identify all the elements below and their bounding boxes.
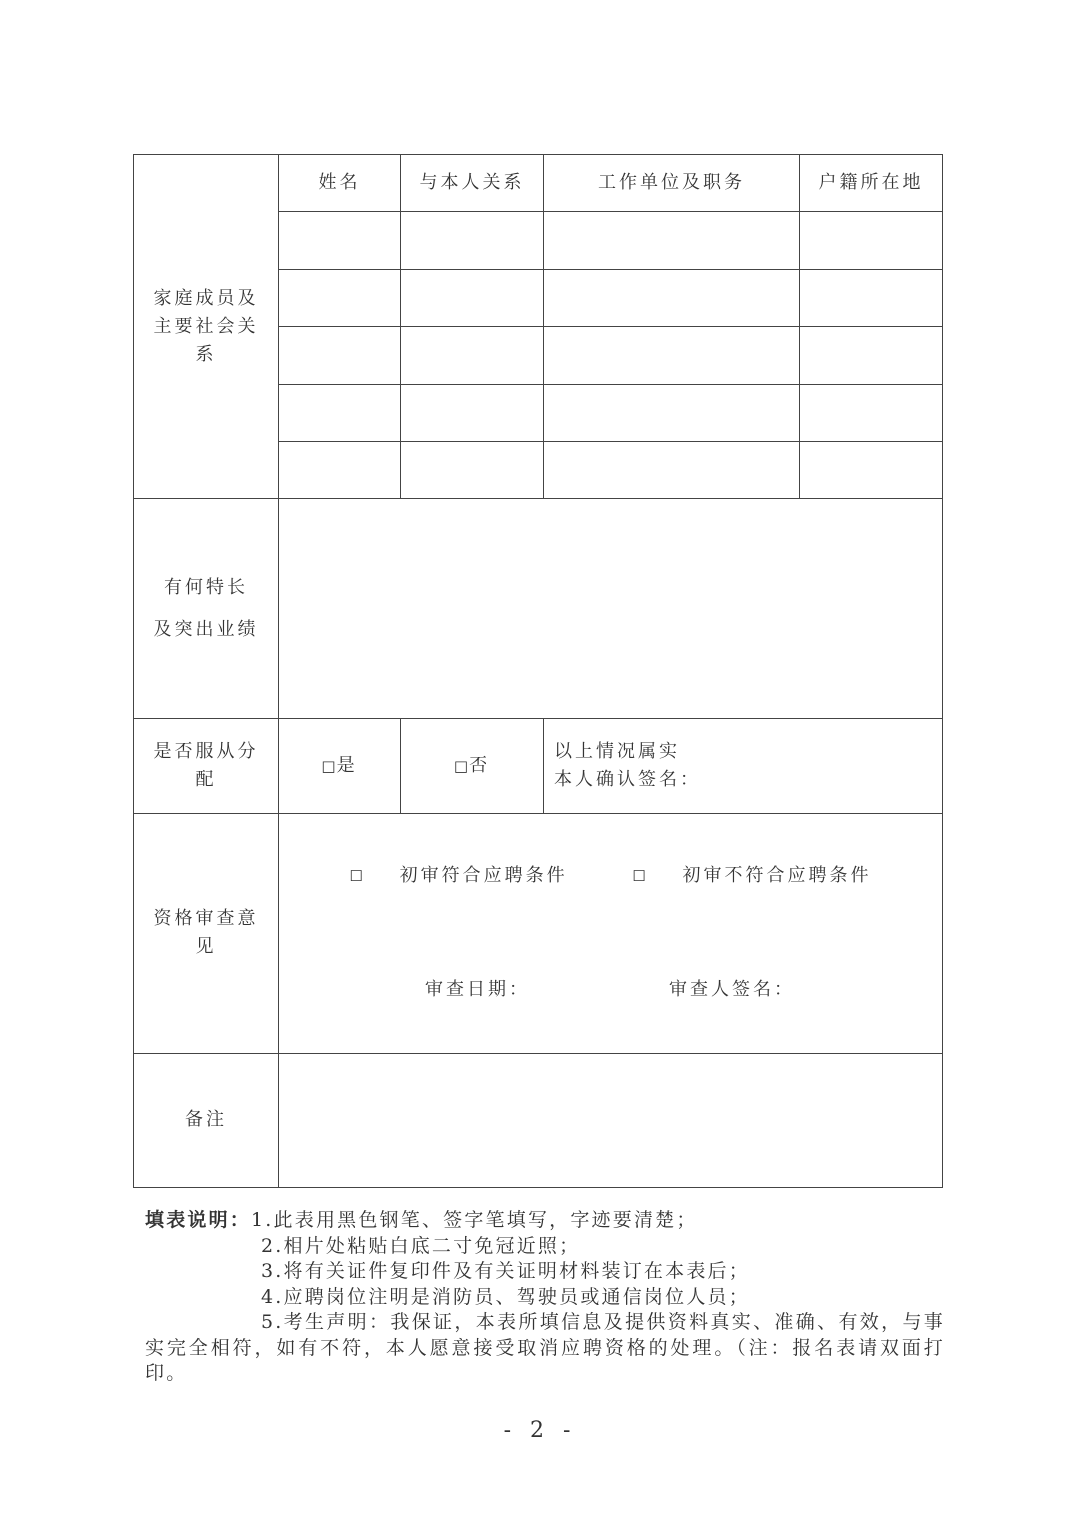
checkbox-icon[interactable]: □ xyxy=(321,757,336,776)
family-registration-cell[interactable] xyxy=(800,212,943,270)
form-instructions xyxy=(145,1208,945,1387)
assignment-no-option[interactable] xyxy=(401,719,544,813)
family-name-cell[interactable] xyxy=(279,212,401,270)
family-workplace-cell[interactable] xyxy=(544,270,800,327)
review-fail-label: 初审不符合应聘条件 xyxy=(682,864,872,886)
instruction-item-5: 5.考生声明：我保证，本表所填信息及提供资料真实、准确、有效，与事实完全相符，如有不符，本人愿意接受取消应聘资格的处理。（注：报名表请双面打印。 xyxy=(145,1311,945,1384)
family-relationship-cell[interactable] xyxy=(401,327,544,385)
qualification-review-label: 资格审查意见 xyxy=(134,813,279,1053)
family-name-cell[interactable] xyxy=(279,385,401,442)
assignment-yes-label: 是 xyxy=(336,755,358,777)
family-relationship-cell[interactable] xyxy=(401,270,544,327)
family-workplace-cell[interactable] xyxy=(544,385,800,442)
family-workplace-cell[interactable] xyxy=(544,212,800,270)
header-relationship: 与本人关系 xyxy=(401,155,544,212)
family-registration-cell[interactable] xyxy=(800,442,943,499)
family-name-cell[interactable] xyxy=(279,270,401,327)
specialty-label-line1: 有何特长 xyxy=(164,576,248,598)
registration-form-table xyxy=(133,154,943,1188)
family-relationship-cell[interactable] xyxy=(401,385,544,442)
review-pass-label: 初审符合应聘条件 xyxy=(399,864,568,886)
instruction-item-2: 2.相片处粘贴白底二寸免冠近照； xyxy=(261,1234,581,1257)
remarks-input-area[interactable] xyxy=(279,1053,943,1187)
family-name-cell[interactable] xyxy=(279,327,401,385)
remarks-label: 备注 xyxy=(134,1053,279,1187)
family-workplace-cell[interactable] xyxy=(544,327,800,385)
header-name: 姓名 xyxy=(279,155,401,212)
family-name-cell[interactable] xyxy=(279,442,401,499)
family-members-label: 家庭成员及主要社会关系 xyxy=(134,155,279,499)
reviewer-signature-label: 审查人签名： xyxy=(669,978,795,1000)
family-workplace-cell[interactable] xyxy=(544,442,800,499)
confirmation-line2: 本人确认签名： xyxy=(554,769,701,791)
review-fail-option[interactable] xyxy=(618,865,885,886)
assignment-no-label: 否 xyxy=(469,755,491,777)
assignment-label: 是否服从分配 xyxy=(134,719,279,813)
page-number: - 2 - xyxy=(503,1418,577,1443)
confirmation-line1: 以上情况属实 xyxy=(554,741,680,763)
specialty-label-line2: 及突出业绩 xyxy=(153,618,259,640)
review-date-label: 审查日期： xyxy=(425,978,530,1000)
instructions-title: 填表说明： xyxy=(145,1209,252,1231)
header-workplace-position: 工作单位及职务 xyxy=(544,155,800,212)
instruction-item-4: 4.应聘岗位注明是消防员、驾驶员或通信岗位人员； xyxy=(261,1285,750,1308)
family-relationship-cell[interactable] xyxy=(401,212,544,270)
checkbox-icon[interactable]: ☐ xyxy=(632,866,646,885)
checkbox-icon[interactable]: ☐ xyxy=(349,866,363,885)
specialty-label xyxy=(134,499,279,719)
family-relationship-cell[interactable] xyxy=(401,442,544,499)
instruction-item-3: 3.将有关证件复印件及有关证明材料装订在本表后； xyxy=(261,1260,750,1282)
header-household-registration: 户籍所在地 xyxy=(800,155,943,212)
family-registration-cell[interactable] xyxy=(800,327,943,385)
review-pass-option[interactable] xyxy=(335,865,581,886)
checkbox-icon[interactable]: □ xyxy=(453,757,469,776)
specialty-input-area[interactable] xyxy=(279,499,943,719)
instruction-item-1: 1.此表用黑色钢笔、签字笔填写，字迹要清楚； xyxy=(251,1209,698,1231)
family-registration-cell[interactable] xyxy=(800,270,943,327)
family-registration-cell[interactable] xyxy=(800,385,943,442)
confirmation-signature-cell[interactable] xyxy=(544,719,943,813)
qualification-review-area xyxy=(279,813,943,1053)
assignment-yes-option[interactable] xyxy=(279,719,401,813)
